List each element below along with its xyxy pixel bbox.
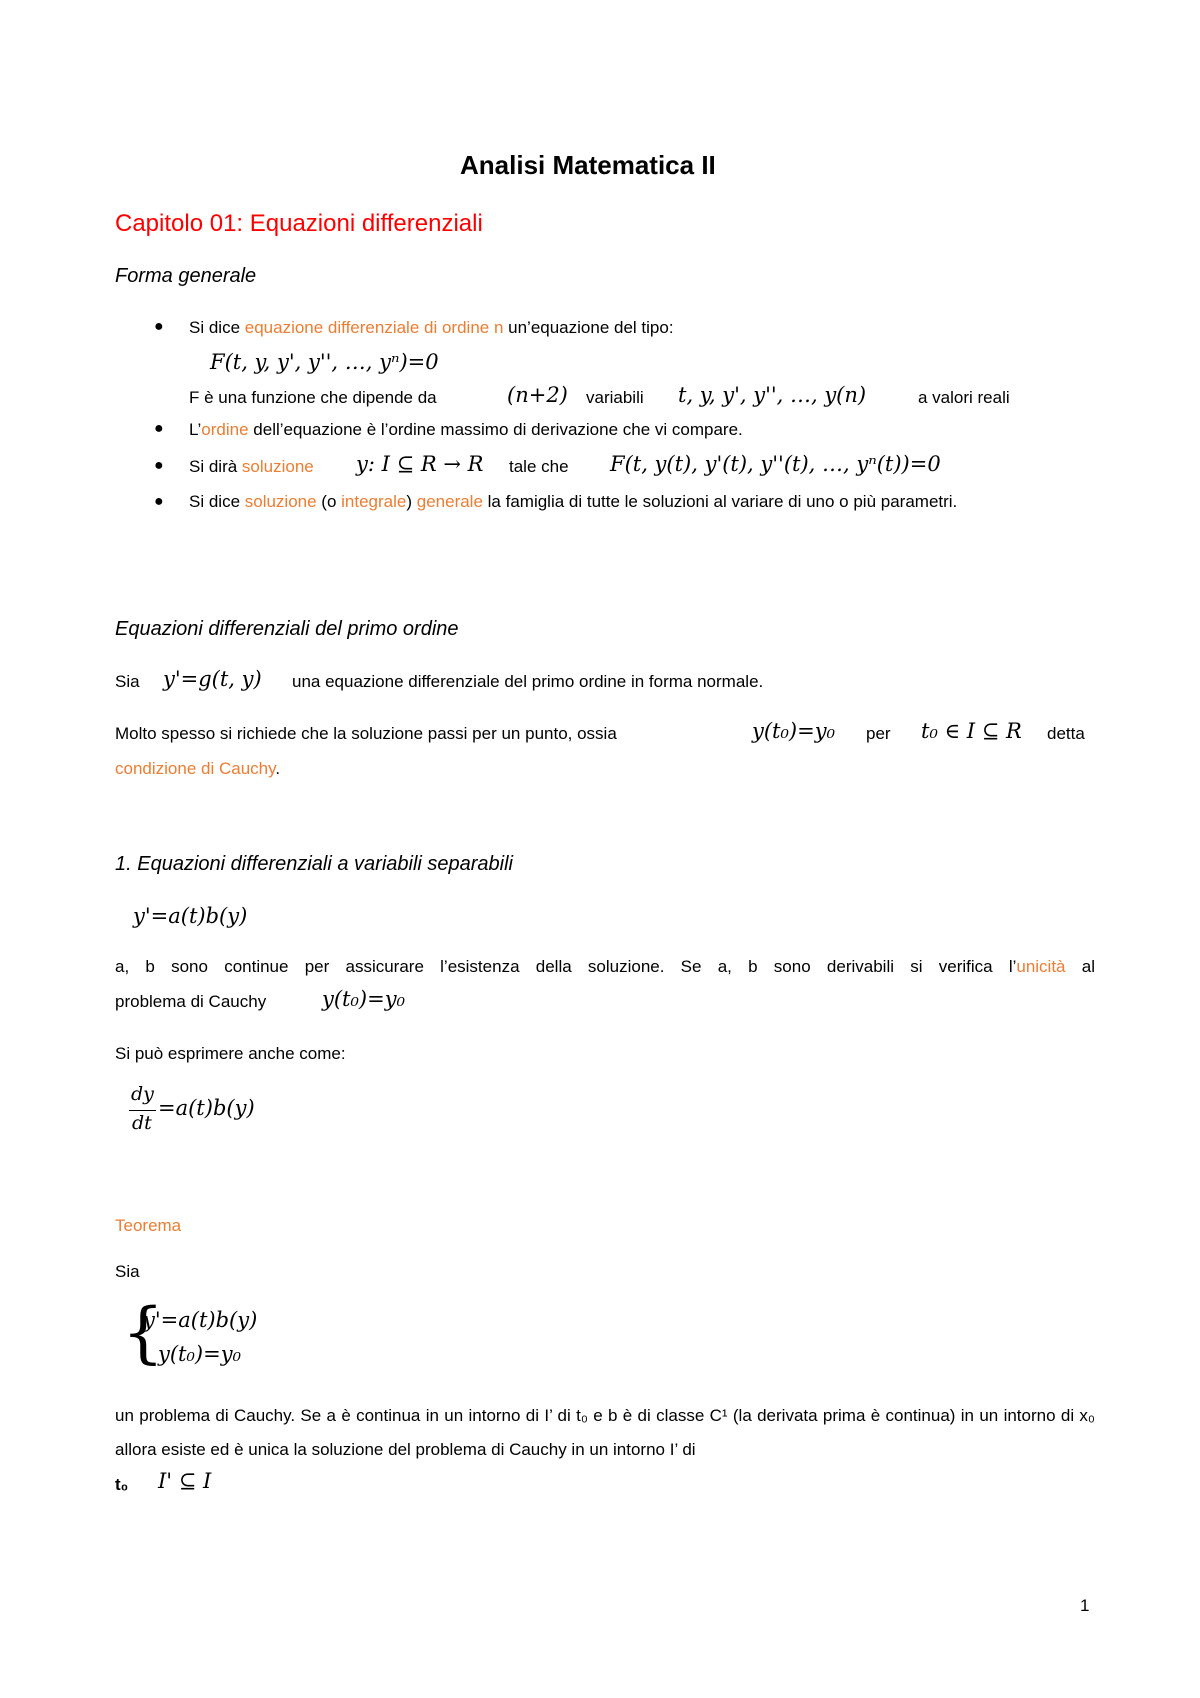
fraction-numerator: dy <box>131 1083 154 1105</box>
bullet-icon: ● <box>154 493 164 510</box>
primo-ordine-detta: detta <box>1047 724 1085 743</box>
formula-solution-condition: F(t, y(t), y'(t), y''(t), …, yⁿ(t))=0 <box>610 452 941 476</box>
fraction-rhs: =a(t)b(y) <box>158 1096 255 1120</box>
teorema-t0: t₀ <box>115 1475 129 1494</box>
formula-n-plus-2: (n+2) <box>507 383 568 407</box>
fraction-denominator: dt <box>132 1112 152 1134</box>
formula-solution-map: y: I ⊆ R → R <box>356 452 484 476</box>
bullet-1-sub-b: variabili <box>586 388 644 407</box>
term-soluzione: soluzione <box>241 457 314 476</box>
primo-ordine-cauchy-line: condizione di Cauchy. <box>115 759 281 778</box>
bullet-icon: ● <box>154 457 164 474</box>
separabili-p2-text: Si può esprimere anche come: <box>115 1044 346 1063</box>
section-heading-forma-generale: Forma generale <box>115 265 257 287</box>
formula-cauchy-condition: y(t₀)=y₀ <box>322 987 405 1011</box>
formula-general-form: F(t, y, y', y'', …, yⁿ)=0 <box>210 350 439 374</box>
bullet-1-sub-c: a valori reali <box>918 388 1010 407</box>
formula-separable: y'=a(t)b(y) <box>133 904 248 928</box>
term-ordine: ordine <box>201 420 249 439</box>
primo-ordine-p1-text: una equazione differenziale del primo ordine in forma normale. <box>292 672 764 691</box>
bullet-2-text: L’ordine dell’equazione è l’ordine massimo di derivazione che vi compare. <box>189 420 743 439</box>
bullet-1-text: Si dice equazione differenziale di ordine n un’equazione del tipo: <box>189 318 674 337</box>
bullet-3-text: Si dirà soluzione <box>189 457 314 476</box>
term-condizione-di-cauchy: condizione di Cauchy <box>115 759 276 778</box>
term-unicita: unicità <box>1016 957 1066 976</box>
formula-normal-form: y'=g(t, y) <box>163 667 262 691</box>
system-equation-1: y'=a(t)b(y) <box>143 1308 258 1332</box>
separabili-p1-line2: problema di Cauchy <box>115 992 267 1011</box>
term-soluzione-generale: soluzione <box>244 492 317 511</box>
separabili-p1-line1: a, b sono continue per assicurare l’esistenza della soluzione. Se a, b sono derivabili si verifica l’unicità al <box>115 957 1095 976</box>
system-equation-2: y(t₀)=y₀ <box>158 1342 241 1366</box>
bullet-icon: ● <box>154 420 164 437</box>
section-heading-separabili: 1. Equazioni differenziali a variabili separabili <box>115 853 513 875</box>
primo-ordine-per: per <box>866 724 891 743</box>
bullet-4-text: Si dice soluzione (o integrale) generale la famiglia di tutte le soluzioni al variare di uno o più parametri. <box>189 492 958 511</box>
fraction-bar <box>129 1110 156 1111</box>
bullet-1-sub-a: F è una funzione che dipende da <box>189 388 437 407</box>
chapter-heading: Capitolo 01: Equazioni differenziali <box>115 210 483 237</box>
primo-ordine-p2-text: Molto spesso si richiede che la soluzione passi per un punto, ossia <box>115 724 617 743</box>
bullet-3-mid: tale che <box>509 457 569 476</box>
formula-cauchy-point: y(t₀)=y₀ <box>752 719 835 743</box>
section-heading-primo-ordine: Equazioni differenziali del primo ordine <box>115 618 459 640</box>
system-brace: { <box>122 1294 164 1371</box>
page-number: 1 <box>1080 1596 1090 1615</box>
teorema-paragraph: un problema di Cauchy. Se a è continua in un intorno di I’ di t₀ e b è di classe C¹ (la derivata prima è continua) in un intorno di x₀ allora esiste ed è unica la soluzione del problema di Cauchy in un intorno I’ di <box>115 1406 1095 1459</box>
document-title: Analisi Matematica II <box>460 150 716 180</box>
primo-ordine-sia: Sia <box>115 672 140 691</box>
term-generale: generale <box>416 492 483 511</box>
bullet-icon: ● <box>154 318 164 335</box>
term-equazione-differenziale: equazione differenziale di ordine n <box>244 318 504 337</box>
term-integrale: integrale <box>341 492 407 511</box>
formula-variables: t, y, y', y'', …, y(n) <box>678 383 867 407</box>
teorema-heading: Teorema <box>115 1216 182 1235</box>
formula-t0-in-I: t₀ ∈ I ⊆ R <box>921 719 1022 743</box>
formula-I-subset: I' ⊆ I <box>158 1469 212 1493</box>
teorema-sia: Sia <box>115 1262 140 1281</box>
